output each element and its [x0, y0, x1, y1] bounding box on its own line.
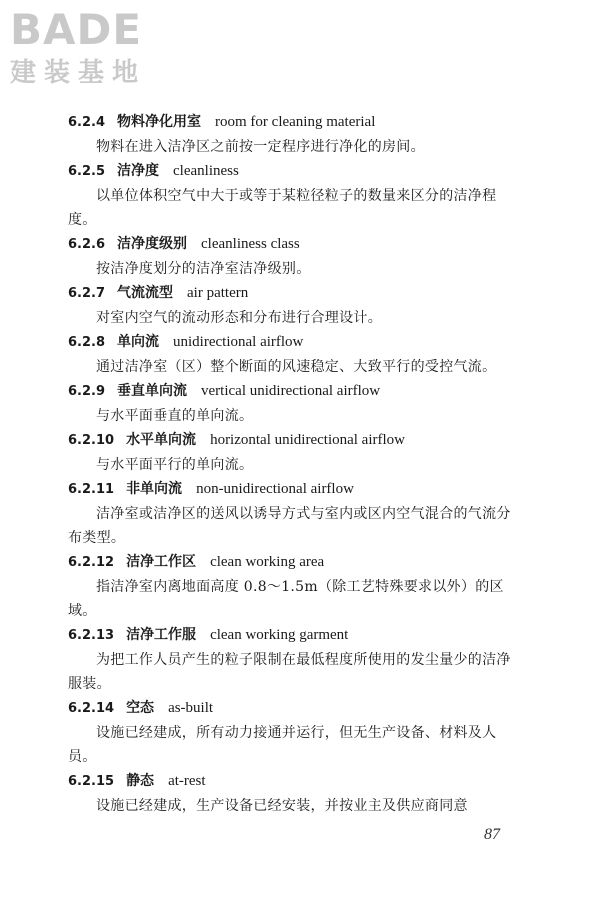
glossary-entry	[68, 232, 518, 281]
page-number: 87	[484, 826, 500, 843]
logo-wordmark: BADE	[10, 5, 143, 54]
entry-number: 6.2.14	[68, 701, 115, 716]
entry-heading	[68, 428, 518, 453]
glossary-entry	[68, 379, 518, 428]
entry-heading	[68, 696, 518, 721]
entry-term-english: at-rest	[168, 773, 206, 789]
entry-number: 6.2.12	[68, 555, 115, 570]
entry-heading	[68, 769, 518, 794]
glossary-entry	[68, 550, 518, 623]
entry-number: 6.2.11	[68, 482, 115, 497]
glossary-entry	[68, 623, 518, 696]
entry-term-english: cleanliness	[173, 163, 239, 179]
entry-heading	[68, 232, 518, 257]
entry-number: 6.2.10	[68, 433, 115, 448]
entry-term-chinese: 非单向流	[126, 481, 183, 497]
entry-number: 6.2.13	[68, 628, 115, 643]
entry-number: 6.2.4	[68, 115, 106, 130]
glossary-entry	[68, 110, 518, 159]
entry-term-chinese: 洁净工作服	[126, 627, 197, 643]
entry-heading	[68, 550, 518, 575]
entry-term-chinese: 洁净度级别	[117, 236, 188, 252]
entry-definition: 按洁净度划分的洁净室洁净级别。	[96, 261, 311, 277]
entry-number: 6.2.15	[68, 774, 115, 789]
entry-definition: 指洁净室内离地面高度 0.8～1.5m（除工艺特殊要求以外）的区域。	[68, 579, 504, 619]
entry-term-english: cleanliness class	[201, 236, 300, 252]
entry-term-chinese: 洁净工作区	[126, 554, 197, 570]
entry-number: 6.2.6	[68, 237, 106, 252]
entry-term-chinese: 水平单向流	[126, 432, 197, 448]
entry-heading	[68, 110, 518, 135]
glossary-entry	[68, 330, 518, 379]
entry-term-chinese: 垂直单向流	[117, 383, 188, 399]
glossary-entry	[68, 159, 518, 232]
glossary-entry	[68, 769, 518, 818]
entry-number: 6.2.9	[68, 384, 106, 399]
entry-definition: 设施已经建成，生产设备已经安装，并按业主及供应商同意	[96, 798, 468, 814]
entry-term-english: vertical unidirectional airflow	[201, 383, 381, 399]
glossary-entry	[68, 477, 518, 550]
entry-term-chinese: 静态	[126, 773, 155, 789]
glossary-section	[68, 110, 518, 818]
entry-term-english: air pattern	[187, 285, 249, 301]
entry-definition: 设施已经建成，所有动力接通并运行，但无生产设备、材料及人员。	[68, 725, 497, 765]
entry-heading	[68, 281, 518, 306]
entry-definition: 为把工作人员产生的粒子限制在最低程度所使用的发尘量少的洁净服装。	[68, 652, 511, 692]
entry-definition: 以单位体积空气中大于或等于某粒径粒子的数量来区分的洁净程度。	[68, 188, 497, 228]
entry-definition: 通过洁净室（区）整个断面的风速稳定、大致平行的受控气流。	[96, 359, 497, 375]
entry-number: 6.2.5	[68, 164, 106, 179]
logo-subtitle: 建装基地	[10, 58, 147, 88]
entry-term-chinese: 空态	[126, 700, 155, 716]
entry-definition: 对室内空气的流动形态和分布进行合理设计。	[96, 310, 382, 326]
entry-term-english: as-built	[168, 700, 214, 716]
entry-definition: 与水平面平行的单向流。	[96, 457, 254, 473]
entry-definition: 与水平面垂直的单向流。	[96, 408, 254, 424]
entry-heading	[68, 159, 518, 184]
entry-term-english: horizontal unidirectional airflow	[210, 432, 405, 448]
glossary-entry	[68, 428, 518, 477]
glossary-entry	[68, 696, 518, 769]
entry-term-chinese: 物料净化用室	[117, 114, 202, 130]
entry-term-english: unidirectional airflow	[173, 334, 304, 350]
entry-heading	[68, 330, 518, 355]
entry-term-chinese: 气流流型	[117, 285, 174, 301]
glossary-entry	[68, 281, 518, 330]
bade-logo	[10, 6, 180, 88]
entry-definition: 洁净室或洁净区的送风以诱导方式与室内或区内空气混合的气流分布类型。	[68, 506, 511, 546]
entry-number: 6.2.7	[68, 286, 106, 301]
entry-term-chinese: 单向流	[117, 334, 160, 350]
entry-definition: 物料在进入洁净区之前按一定程序进行净化的房间。	[96, 139, 425, 155]
entry-term-english: clean working garment	[210, 627, 349, 643]
entry-number: 6.2.8	[68, 335, 106, 350]
entry-term-chinese: 洁净度	[117, 163, 160, 179]
entry-heading	[68, 623, 518, 648]
entry-term-english: non-unidirectional airflow	[196, 481, 354, 497]
entry-heading	[68, 379, 518, 404]
entry-heading	[68, 477, 518, 502]
entry-term-english: room for cleaning material	[215, 114, 376, 130]
entry-term-english: clean working area	[210, 554, 325, 570]
